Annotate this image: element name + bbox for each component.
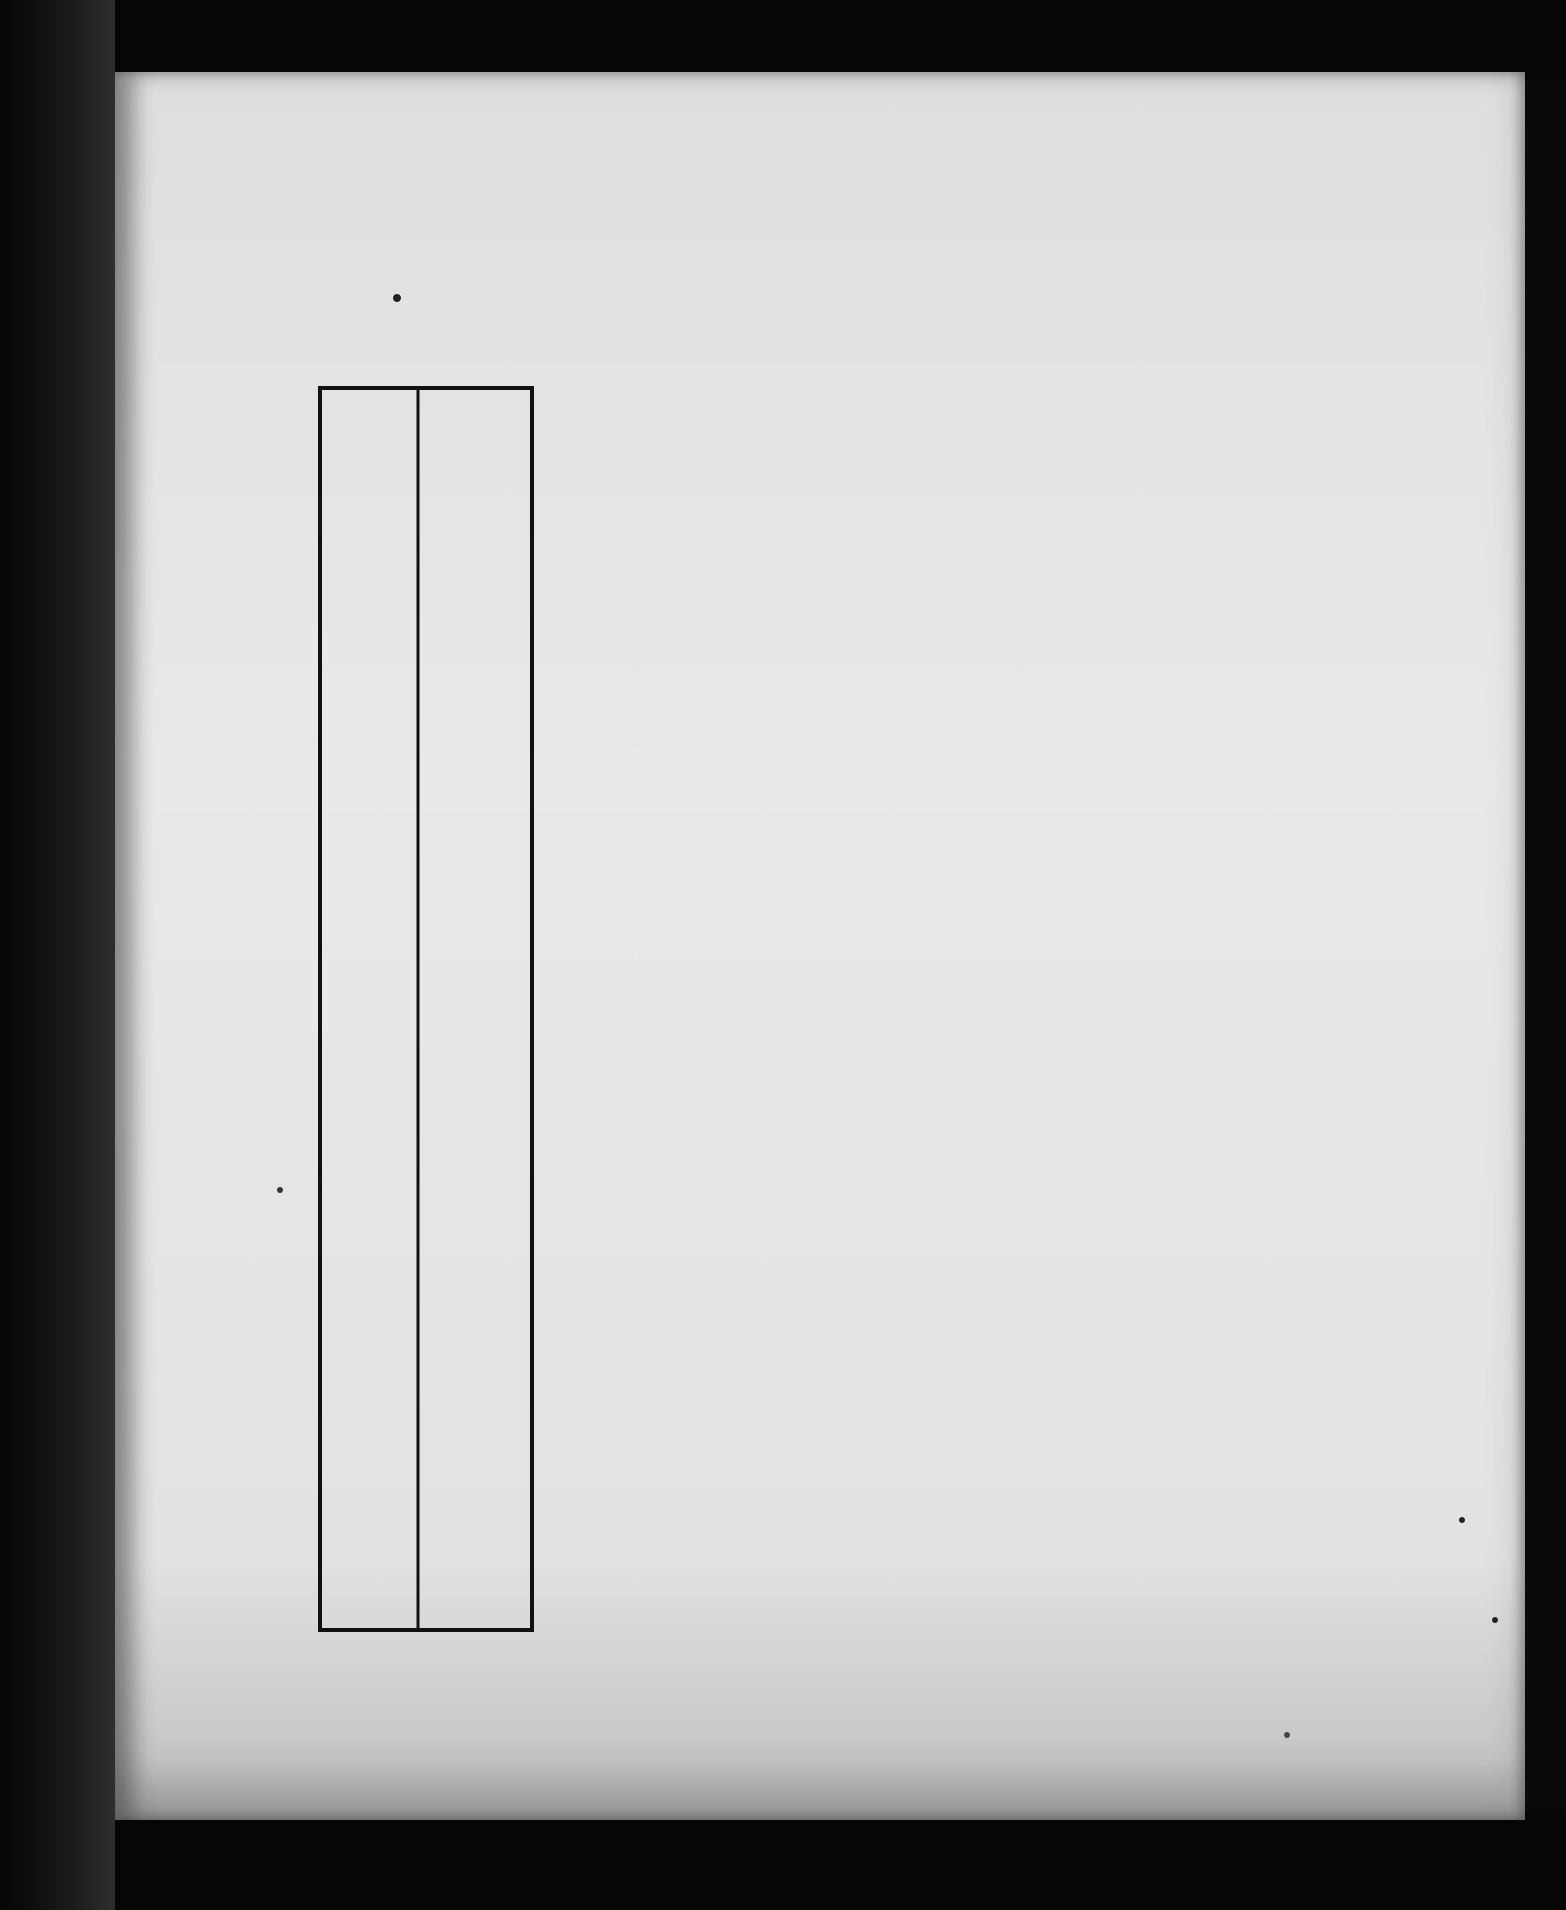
page-edge-shadow [1525, 80, 1566, 1810]
book-spine [0, 0, 115, 1910]
strip-outline [320, 388, 532, 1630]
note-paragraph [561, 472, 1387, 503]
cardboard-strip-drawing [300, 380, 540, 1640]
circle-marker-figure [300, 380, 540, 1640]
